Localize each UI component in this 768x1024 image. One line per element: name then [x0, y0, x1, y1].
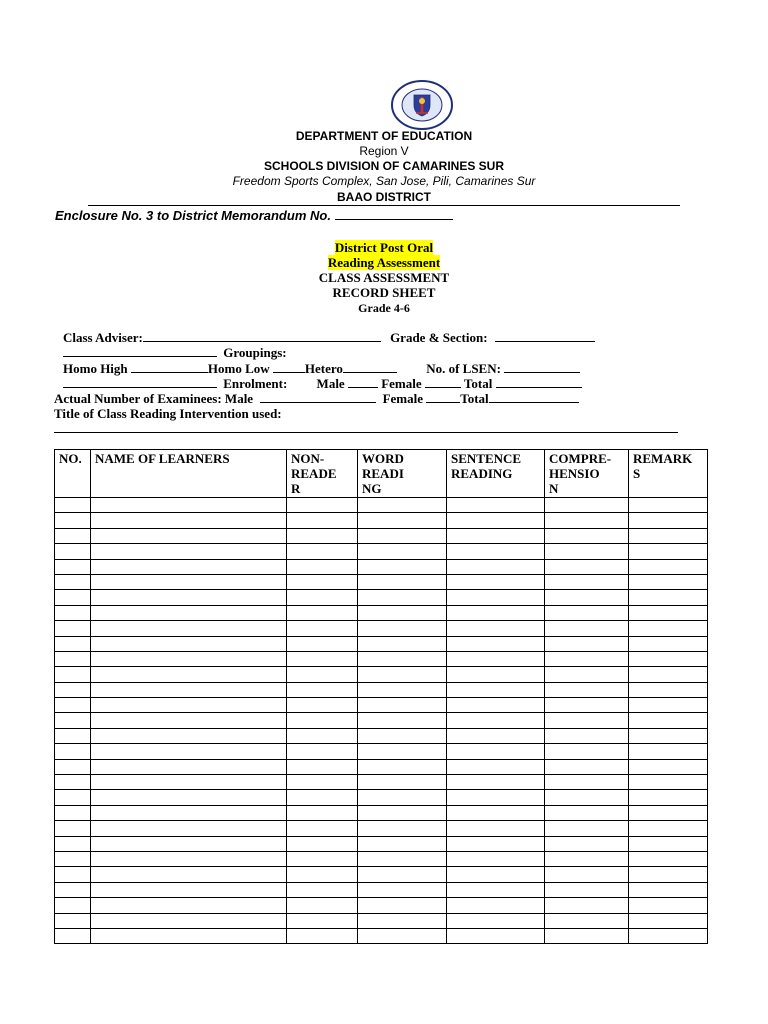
- cell-comprehension[interactable]: [545, 913, 629, 928]
- cell-word-reading[interactable]: [358, 559, 447, 574]
- cell-word-reading[interactable]: [358, 636, 447, 651]
- cell-sentence-reading[interactable]: [447, 836, 545, 851]
- cell-word-reading[interactable]: [358, 882, 447, 897]
- table-row: [55, 836, 708, 851]
- cell-sentence-reading[interactable]: [447, 913, 545, 928]
- hetero-label: Hetero: [304, 361, 343, 376]
- cell-non-reader[interactable]: [287, 867, 358, 882]
- cell-word-reading[interactable]: [358, 790, 447, 805]
- cell-word-reading[interactable]: [358, 590, 447, 605]
- cell-sentence-reading[interactable]: [447, 605, 545, 620]
- cell-sentence-reading[interactable]: [447, 759, 545, 774]
- cell-sentence-reading[interactable]: [447, 744, 545, 759]
- cell-non-reader[interactable]: [287, 759, 358, 774]
- cell-name[interactable]: [91, 590, 287, 605]
- examinees-total-label: Total: [460, 391, 489, 406]
- cell-no[interactable]: [55, 836, 91, 851]
- intervention-field[interactable]: [54, 432, 678, 433]
- cell-remarks[interactable]: [629, 851, 708, 866]
- cell-remarks[interactable]: [629, 682, 708, 697]
- cell-non-reader[interactable]: [287, 851, 358, 866]
- form-title-line2: Reading Assessment: [327, 255, 441, 270]
- cell-comprehension[interactable]: [545, 621, 629, 636]
- col-name: NAME OF LEARNERS: [91, 450, 287, 498]
- table-row: [55, 605, 708, 620]
- cell-name[interactable]: [91, 775, 287, 790]
- cell-name[interactable]: [91, 851, 287, 866]
- cell-sentence-reading[interactable]: [447, 682, 545, 697]
- cell-word-reading[interactable]: [358, 898, 447, 913]
- hetero-field[interactable]: [343, 361, 397, 373]
- cell-no[interactable]: [55, 698, 91, 713]
- cell-non-reader[interactable]: [287, 559, 358, 574]
- cell-comprehension[interactable]: [545, 744, 629, 759]
- enrolment-label: Enrolment:: [223, 376, 288, 391]
- cell-name[interactable]: [91, 682, 287, 697]
- cell-sentence-reading[interactable]: [447, 574, 545, 589]
- cell-word-reading[interactable]: [358, 744, 447, 759]
- examinees-male-label: Male: [224, 391, 254, 406]
- cell-name[interactable]: [91, 867, 287, 882]
- class-adviser-row: [63, 330, 595, 345]
- cell-non-reader[interactable]: [287, 898, 358, 913]
- cell-name[interactable]: [91, 759, 287, 774]
- cell-sentence-reading[interactable]: [447, 713, 545, 728]
- table-row: [55, 513, 708, 528]
- table-row: [55, 667, 708, 682]
- cell-comprehension[interactable]: [545, 775, 629, 790]
- cell-sentence-reading[interactable]: [447, 667, 545, 682]
- cell-word-reading[interactable]: [358, 821, 447, 836]
- cell-word-reading[interactable]: [358, 867, 447, 882]
- enrolment-blank[interactable]: [63, 376, 217, 388]
- cell-remarks[interactable]: [629, 790, 708, 805]
- cell-name[interactable]: [91, 744, 287, 759]
- cell-remarks[interactable]: [629, 651, 708, 666]
- groupings-blank[interactable]: [63, 345, 217, 357]
- cell-remarks[interactable]: [629, 728, 708, 743]
- grade-section-field[interactable]: [495, 330, 595, 342]
- cell-word-reading[interactable]: [358, 698, 447, 713]
- cell-comprehension[interactable]: [545, 590, 629, 605]
- cell-remarks[interactable]: [629, 528, 708, 543]
- cell-sentence-reading[interactable]: [447, 528, 545, 543]
- cell-remarks[interactable]: [629, 744, 708, 759]
- cell-non-reader[interactable]: [287, 775, 358, 790]
- cell-non-reader[interactable]: [287, 590, 358, 605]
- enrolment-male-label: Male: [316, 376, 345, 391]
- cell-sentence-reading[interactable]: [447, 867, 545, 882]
- cell-comprehension[interactable]: [545, 498, 629, 513]
- homo-low-label: Homo Low: [207, 361, 270, 376]
- cell-remarks[interactable]: [629, 636, 708, 651]
- cell-remarks[interactable]: [629, 667, 708, 682]
- cell-no[interactable]: [55, 605, 91, 620]
- cell-sentence-reading[interactable]: [447, 651, 545, 666]
- col-comprehension: COMPRE- HENSIO N: [545, 450, 629, 498]
- class-adviser-label: Class Adviser:: [63, 330, 143, 345]
- cell-word-reading[interactable]: [358, 667, 447, 682]
- cell-name[interactable]: [91, 913, 287, 928]
- cell-comprehension[interactable]: [545, 728, 629, 743]
- cell-no[interactable]: [55, 651, 91, 666]
- cell-non-reader[interactable]: [287, 928, 358, 943]
- cell-no[interactable]: [55, 528, 91, 543]
- cell-no[interactable]: [55, 544, 91, 559]
- cell-name[interactable]: [91, 898, 287, 913]
- cell-name[interactable]: [91, 805, 287, 820]
- cell-no[interactable]: [55, 498, 91, 513]
- cell-sentence-reading[interactable]: [447, 636, 545, 651]
- cell-comprehension[interactable]: [545, 805, 629, 820]
- cell-word-reading[interactable]: [358, 513, 447, 528]
- groupings-row: [63, 345, 287, 360]
- cell-name[interactable]: [91, 728, 287, 743]
- cell-comprehension[interactable]: [545, 698, 629, 713]
- cell-no[interactable]: [55, 590, 91, 605]
- cell-remarks[interactable]: [629, 498, 708, 513]
- cell-no[interactable]: [55, 574, 91, 589]
- department-name: DEPARTMENT OF EDUCATION: [295, 129, 473, 143]
- cell-name[interactable]: [91, 544, 287, 559]
- table-row: [55, 528, 708, 543]
- table-row: [55, 913, 708, 928]
- cell-name[interactable]: [91, 821, 287, 836]
- cell-no[interactable]: [55, 790, 91, 805]
- cell-name[interactable]: [91, 698, 287, 713]
- table-row: [55, 867, 708, 882]
- cell-remarks[interactable]: [629, 821, 708, 836]
- examinees-label: Actual Number of Examinees:: [54, 391, 222, 406]
- table-row: [55, 928, 708, 943]
- cell-remarks[interactable]: [629, 574, 708, 589]
- cell-non-reader[interactable]: [287, 790, 358, 805]
- form-title-line1: District Post Oral: [334, 240, 434, 255]
- cell-remarks[interactable]: [629, 605, 708, 620]
- cell-sentence-reading[interactable]: [447, 821, 545, 836]
- examinees-male-field[interactable]: [260, 391, 376, 403]
- cell-comprehension[interactable]: [545, 528, 629, 543]
- cell-remarks[interactable]: [629, 759, 708, 774]
- cell-non-reader[interactable]: [287, 744, 358, 759]
- cell-remarks[interactable]: [629, 882, 708, 897]
- enrolment-row: [63, 376, 582, 391]
- cell-sentence-reading[interactable]: [447, 851, 545, 866]
- cell-sentence-reading[interactable]: [447, 513, 545, 528]
- table-row: [55, 775, 708, 790]
- cell-sentence-reading[interactable]: [447, 559, 545, 574]
- cell-word-reading[interactable]: [358, 544, 447, 559]
- cell-remarks[interactable]: [629, 928, 708, 943]
- cell-comprehension[interactable]: [545, 544, 629, 559]
- cell-word-reading[interactable]: [358, 498, 447, 513]
- division-name: SCHOOLS DIVISION OF CAMARINES SUR: [263, 159, 505, 173]
- cell-remarks[interactable]: [629, 621, 708, 636]
- cell-sentence-reading[interactable]: [447, 590, 545, 605]
- enrolment-total-label: Total: [463, 376, 493, 391]
- cell-remarks[interactable]: [629, 513, 708, 528]
- cell-non-reader[interactable]: [287, 621, 358, 636]
- cell-comprehension[interactable]: [545, 836, 629, 851]
- table-row: [55, 621, 708, 636]
- enrolment-female-field[interactable]: [425, 376, 461, 388]
- cell-non-reader[interactable]: [287, 651, 358, 666]
- col-remarks: REMARK S: [629, 450, 708, 498]
- cell-remarks[interactable]: [629, 544, 708, 559]
- cell-non-reader[interactable]: [287, 821, 358, 836]
- enclosure-line: [55, 208, 453, 223]
- table-row: [55, 590, 708, 605]
- cell-remarks[interactable]: [629, 836, 708, 851]
- cell-non-reader[interactable]: [287, 698, 358, 713]
- cell-name[interactable]: [91, 667, 287, 682]
- table-row: [55, 728, 708, 743]
- cell-remarks[interactable]: [629, 775, 708, 790]
- cell-non-reader[interactable]: [287, 882, 358, 897]
- cell-name[interactable]: [91, 605, 287, 620]
- examinees-row: [54, 391, 579, 406]
- intervention-label: Title of Class Reading Intervention used:: [54, 406, 282, 421]
- table-row: [55, 574, 708, 589]
- table-row: [55, 821, 708, 836]
- table-row: [55, 759, 708, 774]
- cell-word-reading[interactable]: [358, 805, 447, 820]
- examinees-total-field[interactable]: [489, 391, 579, 403]
- cell-name[interactable]: [91, 498, 287, 513]
- cell-non-reader[interactable]: [287, 498, 358, 513]
- cell-comprehension[interactable]: [545, 898, 629, 913]
- enrolment-female-label: Female: [381, 376, 422, 391]
- cell-remarks[interactable]: [629, 913, 708, 928]
- cell-comprehension[interactable]: [545, 759, 629, 774]
- groupings-label: Groupings:: [223, 345, 287, 360]
- cell-non-reader[interactable]: [287, 605, 358, 620]
- cell-word-reading[interactable]: [358, 836, 447, 851]
- cell-remarks[interactable]: [629, 713, 708, 728]
- table-row: [55, 898, 708, 913]
- cell-non-reader[interactable]: [287, 667, 358, 682]
- table-row: [55, 713, 708, 728]
- table-row: [55, 882, 708, 897]
- cell-no[interactable]: [55, 759, 91, 774]
- cell-word-reading[interactable]: [358, 913, 447, 928]
- table-row: [55, 790, 708, 805]
- cell-no[interactable]: [55, 682, 91, 697]
- enrolment-total-field[interactable]: [496, 376, 582, 388]
- homo-high-label: Homo High: [63, 361, 128, 376]
- cell-non-reader[interactable]: [287, 713, 358, 728]
- cell-no[interactable]: [55, 898, 91, 913]
- cell-non-reader[interactable]: [287, 805, 358, 820]
- deped-seal: [390, 79, 454, 131]
- cell-no[interactable]: [55, 867, 91, 882]
- cell-comprehension[interactable]: [545, 559, 629, 574]
- col-non-reader: NON- READE R: [287, 450, 358, 498]
- table-row: [55, 636, 708, 651]
- header-divider: [88, 205, 680, 206]
- cell-name[interactable]: [91, 574, 287, 589]
- cell-sentence-reading[interactable]: [447, 621, 545, 636]
- cell-comprehension[interactable]: [545, 882, 629, 897]
- cell-name[interactable]: [91, 790, 287, 805]
- cell-non-reader[interactable]: [287, 574, 358, 589]
- cell-word-reading[interactable]: [358, 621, 447, 636]
- table-row: [55, 851, 708, 866]
- cell-no[interactable]: [55, 621, 91, 636]
- enclosure-label: Enclosure No. 3 to District Memorandum No.: [55, 208, 331, 223]
- table-row: [55, 651, 708, 666]
- form-title-line4: RECORD SHEET: [332, 285, 436, 300]
- cell-remarks[interactable]: [629, 898, 708, 913]
- district-name: BAAO DISTRICT: [337, 190, 431, 204]
- cell-name[interactable]: [91, 621, 287, 636]
- cell-comprehension[interactable]: [545, 867, 629, 882]
- cell-sentence-reading[interactable]: [447, 790, 545, 805]
- cell-name[interactable]: [91, 928, 287, 943]
- cell-name[interactable]: [91, 559, 287, 574]
- homo-row: [63, 361, 580, 376]
- table-row: [55, 682, 708, 697]
- table-row: [55, 559, 708, 574]
- cell-no[interactable]: [55, 928, 91, 943]
- cell-comprehension[interactable]: [545, 682, 629, 697]
- cell-comprehension[interactable]: [545, 636, 629, 651]
- col-no: NO.: [55, 450, 91, 498]
- cell-sentence-reading[interactable]: [447, 775, 545, 790]
- table-row: [55, 544, 708, 559]
- examinees-female-field[interactable]: [426, 391, 460, 403]
- cell-comprehension[interactable]: [545, 667, 629, 682]
- cell-comprehension[interactable]: [545, 651, 629, 666]
- col-word-reading: WORD READI NG: [358, 450, 447, 498]
- cell-sentence-reading[interactable]: [447, 898, 545, 913]
- cell-no[interactable]: [55, 744, 91, 759]
- homo-high-field[interactable]: [131, 361, 208, 373]
- cell-no[interactable]: [55, 667, 91, 682]
- cell-word-reading[interactable]: [358, 928, 447, 943]
- cell-word-reading[interactable]: [358, 728, 447, 743]
- cell-name[interactable]: [91, 651, 287, 666]
- cell-no[interactable]: [55, 713, 91, 728]
- cell-remarks[interactable]: [629, 867, 708, 882]
- cell-no[interactable]: [55, 851, 91, 866]
- cell-no[interactable]: [55, 775, 91, 790]
- cell-word-reading[interactable]: [358, 574, 447, 589]
- cell-comprehension[interactable]: [545, 790, 629, 805]
- cell-non-reader[interactable]: [287, 913, 358, 928]
- cell-word-reading[interactable]: [358, 682, 447, 697]
- cell-remarks[interactable]: [629, 698, 708, 713]
- cell-comprehension[interactable]: [545, 713, 629, 728]
- cell-non-reader[interactable]: [287, 513, 358, 528]
- enrolment-male-field[interactable]: [348, 376, 378, 388]
- cell-word-reading[interactable]: [358, 759, 447, 774]
- cell-sentence-reading[interactable]: [447, 698, 545, 713]
- cell-non-reader[interactable]: [287, 544, 358, 559]
- cell-non-reader[interactable]: [287, 836, 358, 851]
- cell-comprehension[interactable]: [545, 851, 629, 866]
- cell-name[interactable]: [91, 882, 287, 897]
- examinees-female-label: Female: [382, 391, 423, 406]
- grade-level: Grade 4-6: [358, 301, 410, 315]
- class-adviser-field[interactable]: [143, 330, 381, 342]
- cell-remarks[interactable]: [629, 590, 708, 605]
- table-row: [55, 698, 708, 713]
- cell-no[interactable]: [55, 513, 91, 528]
- cell-no[interactable]: [55, 913, 91, 928]
- lsen-field[interactable]: [504, 361, 580, 373]
- col-sentence-reading: SENTENCE READING: [447, 450, 545, 498]
- cell-no[interactable]: [55, 636, 91, 651]
- lsen-label: No. of LSEN:: [426, 361, 501, 376]
- cell-word-reading[interactable]: [358, 651, 447, 666]
- cell-comprehension[interactable]: [545, 574, 629, 589]
- cell-non-reader[interactable]: [287, 636, 358, 651]
- table-row: [55, 805, 708, 820]
- cell-sentence-reading[interactable]: [447, 805, 545, 820]
- table-row: [55, 498, 708, 513]
- cell-name[interactable]: [91, 636, 287, 651]
- grade-section-label: Grade & Section:: [390, 330, 488, 345]
- cell-no[interactable]: [55, 805, 91, 820]
- cell-name[interactable]: [91, 836, 287, 851]
- cell-word-reading[interactable]: [358, 713, 447, 728]
- cell-no[interactable]: [55, 882, 91, 897]
- cell-no[interactable]: [55, 559, 91, 574]
- cell-sentence-reading[interactable]: [447, 544, 545, 559]
- table-row: [55, 744, 708, 759]
- cell-name[interactable]: [91, 528, 287, 543]
- cell-remarks[interactable]: [629, 805, 708, 820]
- cell-non-reader[interactable]: [287, 528, 358, 543]
- cell-name[interactable]: [91, 713, 287, 728]
- cell-comprehension[interactable]: [545, 821, 629, 836]
- cell-non-reader[interactable]: [287, 728, 358, 743]
- division-address: Freedom Sports Complex, San Jose, Pili, Camarines Sur: [232, 174, 536, 188]
- cell-no[interactable]: [55, 821, 91, 836]
- learners-table: [54, 449, 708, 944]
- cell-sentence-reading[interactable]: [447, 728, 545, 743]
- cell-sentence-reading[interactable]: [447, 928, 545, 943]
- cell-remarks[interactable]: [629, 559, 708, 574]
- cell-comprehension[interactable]: [545, 605, 629, 620]
- cell-comprehension[interactable]: [545, 513, 629, 528]
- cell-sentence-reading[interactable]: [447, 882, 545, 897]
- cell-word-reading[interactable]: [358, 528, 447, 543]
- memo-number-blank[interactable]: [335, 208, 453, 220]
- table-header-row: [55, 450, 708, 498]
- cell-non-reader[interactable]: [287, 682, 358, 697]
- homo-low-field[interactable]: [273, 361, 305, 373]
- cell-no[interactable]: [55, 728, 91, 743]
- cell-comprehension[interactable]: [545, 928, 629, 943]
- cell-sentence-reading[interactable]: [447, 498, 545, 513]
- cell-word-reading[interactable]: [358, 851, 447, 866]
- cell-word-reading[interactable]: [358, 605, 447, 620]
- region: Region V: [359, 144, 409, 158]
- form-title-line3: CLASS ASSESSMENT: [318, 270, 450, 285]
- cell-word-reading[interactable]: [358, 775, 447, 790]
- cell-name[interactable]: [91, 513, 287, 528]
